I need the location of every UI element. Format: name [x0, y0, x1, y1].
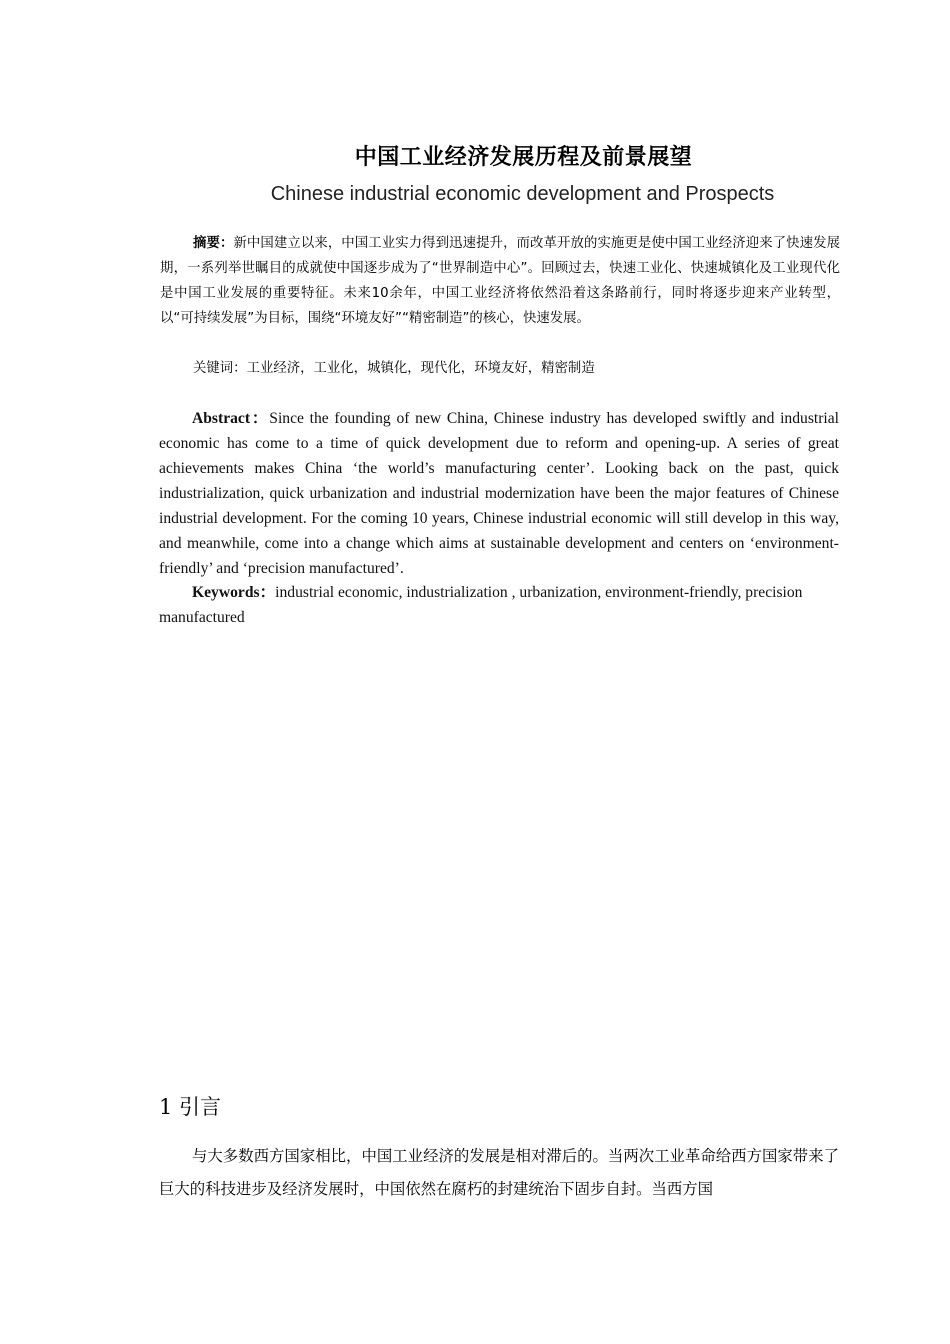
abstract-chinese — [160, 231, 840, 331]
abstract-english-text: Since the founding of new China, Chinese industry has developed swiftly and industrial economic has come to a time of quick development due to reform and opening-up. A series of great achievements makes China ‘the world’s manufacturing center’. Looking back on the past, quick industrialization, quick urbanization and industrial modernization have been the major features of Chinese industrial development. For the coming 10 years, Chinese industrial economic will still develop in this way, and meanwhile, come into a change which aims at sustainable development and centers on ‘environment-friendly’ and ‘precision manufactured’. — [159, 410, 840, 577]
keywords-chinese-label: 关键词： — [193, 361, 247, 376]
abstract-chinese-text: 新中国建立以来，中国工业实力得到迅速提升，而改革开放的实施更是使中国工业经济迎来了快速发展期，一系列举世瞩目的成就使中国逐步成为了“世界制造中心”。回顾过去，快速工业化、快速城镇化及工业现代化是中国工业发展的重要特征。未来10余年，中国工业经济将依然沿着这条路前行，同时将逐步迎来产业转型，以“可持续发展”为目标，围绕“环境友好”“精密制造”的核心，快速发展。 — [160, 236, 841, 326]
abstract-english-label: Abstract： — [192, 410, 270, 427]
abstract-english — [159, 406, 839, 581]
keywords-english — [159, 580, 839, 630]
keywords-chinese — [160, 356, 840, 381]
abstract-chinese-label: 摘要： — [193, 236, 234, 251]
section-heading-introduction: 1 引言 — [159, 1095, 222, 1119]
keywords-chinese-text: 工业经济，工业化，城镇化，现代化，环境友好，精密制造 — [246, 361, 595, 376]
keywords-english-text: industrial economic, industrialization , urbanization, environment-friendly, precision manufactured — [159, 584, 803, 626]
introduction-paragraph: 与大多数西方国家相比，中国工业经济的发展是相对滞后的。当两次工业革命给西方国家带来了巨大的科技进步及经济发展时，中国依然在腐朽的封建统治下固步自封。当西方国 — [159, 1147, 839, 1198]
title-english: Chinese industrial economic development and Prospects — [270, 183, 775, 205]
keywords-english-label: Keywords： — [192, 584, 276, 601]
title-chinese: 中国工业经济发展历程及前景展望 — [354, 145, 693, 170]
